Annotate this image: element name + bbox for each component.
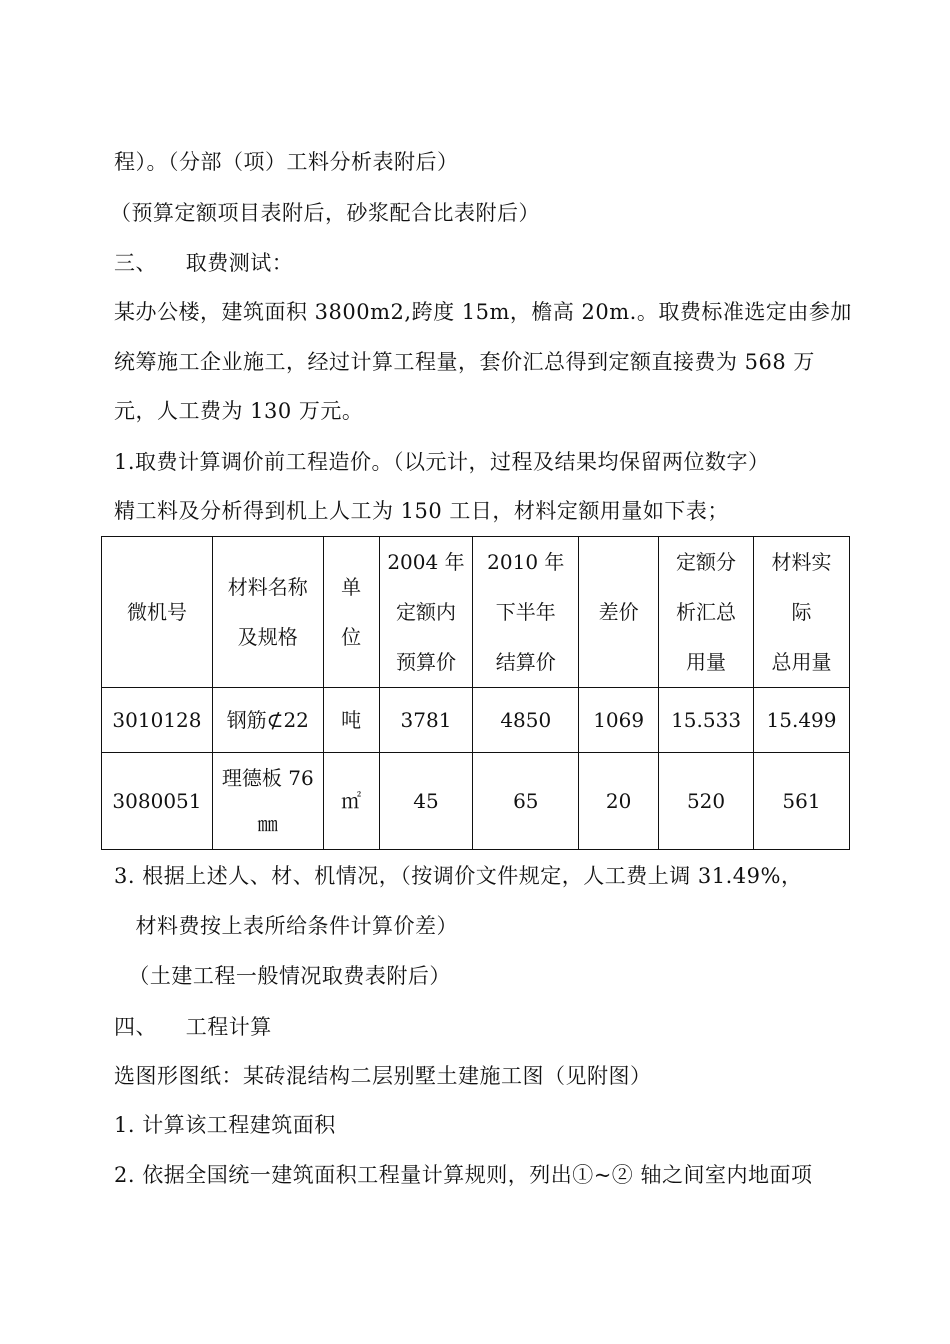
table-cell: 561 <box>754 753 850 850</box>
table-cell: 钢筋⊄22 <box>212 688 323 753</box>
paragraph-8: 精工料及分析得到机上人工为 150 工日，材料定额用量如下表； <box>114 499 729 523</box>
header-cell-quota-qty: 定额分 析汇总 用量 <box>659 537 754 688</box>
paragraph-12: 选图形图纸：某砖混结构二层别墅土建施工图（见附图） <box>114 1064 652 1088</box>
header-cell-unit: 单 位 <box>323 537 379 688</box>
paragraph-1: 程）。（分部（项）工料分析表附后） <box>114 150 459 174</box>
table-cell: 45 <box>379 753 473 850</box>
table-cell: 15.499 <box>754 688 850 753</box>
paragraph-6: 元，人工费为 130 万元。 <box>114 399 364 423</box>
table-cell: ㎡ <box>323 753 379 850</box>
paragraph-14: 2. 依据全国统一建筑面积工程量计算规则，列出①~② 轴之间室内地面项 <box>114 1163 813 1187</box>
table-cell: 15.533 <box>659 688 754 753</box>
table-cell: 520 <box>659 753 754 850</box>
header-cell-actual-qty: 材料实 际 总用量 <box>754 537 850 688</box>
table-cell: 20 <box>579 753 659 850</box>
table-cell: 理德板 76 ㎜ <box>212 753 323 850</box>
table-cell: 3080051 <box>102 753 213 850</box>
header-cell-2004-price: 2004 年 定额内 预算价 <box>379 537 473 688</box>
section-heading-3: 三、 取费测试： <box>114 251 294 275</box>
paragraph-7: 1.取费计算调价前工程造价。（以元计，过程及结果均保留两位数字） <box>114 450 770 474</box>
paragraph-9: 3. 根据上述人、材、机情况，（按调价文件规定，人工费上调 31.49%， <box>114 864 803 888</box>
section-heading-4: 四、 工程计算 <box>114 1015 272 1039</box>
table-row <box>102 688 850 753</box>
table-cell: 3010128 <box>102 688 213 753</box>
table-cell: 65 <box>473 753 579 850</box>
paragraph-11: （土建工程一般情况取费表附后） <box>114 964 451 988</box>
table-cell: 4850 <box>473 688 579 753</box>
header-cell-2010-price: 2010 年 下半年 结算价 <box>473 537 579 688</box>
table-cell: 3781 <box>379 688 473 753</box>
table-cell: 1069 <box>579 688 659 753</box>
header-cell-id: 微机号 <box>102 537 213 688</box>
paragraph-10: 材料费按上表所给条件计算价差） <box>114 914 459 938</box>
table-header-row <box>102 537 850 688</box>
material-table <box>101 536 850 850</box>
paragraph-13: 1. 计算该工程建筑面积 <box>114 1113 336 1137</box>
paragraph-4: 某办公楼，建筑面积 3800m2,跨度 15m，檐高 20m.。取费标准选定由参加 <box>114 300 852 324</box>
paragraph-5: 统筹施工企业施工，经过计算工程量，套价汇总得到定额直接费为 568 万 <box>114 350 815 374</box>
header-cell-name: 材料名称 及规格 <box>212 537 323 688</box>
table-row <box>102 753 850 850</box>
paragraph-2: （预算定额项目表附后，砂浆配合比表附后） <box>110 201 540 225</box>
header-cell-diff: 差价 <box>579 537 659 688</box>
table-cell: 吨 <box>323 688 379 753</box>
